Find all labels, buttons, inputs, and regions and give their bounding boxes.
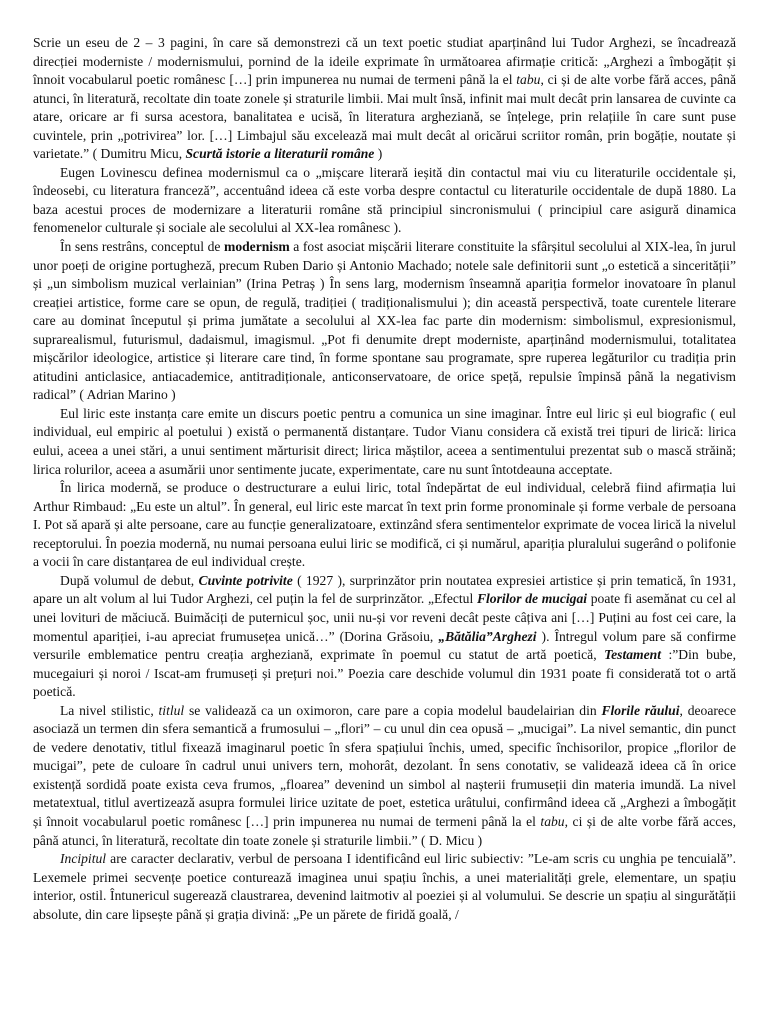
text-run: :”Din bube, mucegaiuri și noroi / Iscat-am frumuseți și prețuri noi.” Poezia care deschide volumul din 1931 poate fi considerată tot o artă poetică.: [33, 647, 736, 700]
emphasized-text: Testament: [604, 647, 661, 663]
text-run: Eul liric este instanța care emite un discurs poetic pentru a comunica un sine imaginar. Între eul liric și eul biografic ( eul individual, eul empiric al poetului ) există o permanentă distanțare. Tudor Vianu considera că există trei tipuri de lirică: lirica eului, aceea a unei stări, a unui sentiment mărturisit direct; lirica măștilor, aceea a sentimentului prezentat sub o mască străină; lirica rolurilor, aceea a asumării unor sentimente jucate, experimentate, care nu sunt întotdeauna acceptate.: [33, 405, 736, 477]
emphasized-text: tabu: [540, 813, 565, 829]
paragraph: [33, 702, 736, 850]
emphasized-text: modernism: [224, 239, 290, 255]
emphasized-text: Cuvinte potrivite: [198, 572, 293, 588]
emphasized-text: Scurtă istorie a literaturii române: [185, 146, 375, 162]
emphasized-text: Florilor de mucigai: [476, 591, 588, 607]
paragraph: [33, 850, 736, 924]
text-run: a fost asociat mișcării literare constituite la sfârșitul secolului al XIX-lea, în jurul unor poeți de origine portugheză, precum Ruben Dario și Antonio Machado; notele sale definitorii sunt „o estetică a sincerității” și „un simbolism muzical verlainian” (Irina Petraș ) În sens larg, modernism înseamnă apariția formelor inovatoare în planul creației artistice, forme care se opun, de regulă, tradiției ( tradiționalismului ); din această perspectivă, toate curentele literare care au dominat începutul și prima jumătate a secolului al XX-lea fac parte din modernism: simbolismul, expresionismul, suprarealismul, futurismul, dadaismul, imagismul. „Pot fi denumite drept moderniste, aparținând modernismului, totalitatea mișcărilor ideologice, artistice și literare care tind, în forme spontane sau programate, spre ruperea legăturilor cu tradiția prin atitudini anticlasice, antiacademice, antitradiționale, anticonservatoare, de orice speță, repulsie împinsă până la negativism radical” ( Adrian Marino ): [33, 239, 737, 403]
emphasized-text: Incipitul: [60, 851, 107, 867]
paragraph: [33, 572, 736, 702]
paragraph: [33, 164, 736, 238]
paragraph: [33, 405, 736, 479]
text-run: ). Întregul volum pare să confirme versurile emblematice pentru creația argheziană, exprimate în poemul cu statut de artă poetică,: [33, 628, 736, 663]
text-run: La nivel stilistic,: [60, 702, 159, 718]
emphasized-text: „Bătălia”Arghezi: [438, 628, 537, 644]
text-run: se validează ca un oximoron, care pare a copia modelul baudelairian din: [184, 702, 602, 718]
emphasized-text: Florile răului: [601, 702, 680, 718]
text-run: După volumul de debut,: [60, 572, 199, 588]
emphasized-text: tabu: [516, 72, 541, 88]
text-run: , deoarece asociază un termen din sfera semantică a frumosului – „flori” – cu unul din cea opusă – „mucigai”. La nivel semantic, din punct de vedere denotativ, titlul fixează imaginarul poetic în sfera spațiului închis, umed, specific închisorilor, propice „florilor de mucigai”, pete de culoare în cadrul unui univers tern, mohorât, dezolant. În sens conotativ, se validează ideea că în orice existență sordidă poate exista ceva frumos, „floarea” devenind un simbol al nașterii frumuseții din materia imundă. La nivel metatextual, titlul avertizează asupra formulei lirice uzitate de poet, estetica urâtului, confirmând ideea că „Arghezi a îmbogățit și înnoit vocabularul poetic românesc […] prin impunerea nu numai de termeni până la el: [33, 702, 736, 829]
text-run: ( 1927 ), surprinzător prin noutatea expresiei artistice și prin tematică, în 1931, apare un alt volum al lui Tudor Arghezi, cel puțin la fel de surprinzător. „Efectul: [33, 572, 736, 607]
text-run: , ci și de alte vorbe fără acces, până atunci, în literatură, recoltate din toate zonele și straturile limbii. Mai mult însă, infinit mai mult decât prin lansarea de cuvinte ca atare, oricare ar fi sursa acestora, banalitatea e ucisă, în literatura argheziană, se înțelege, prin relațiile în care sunt puse cuvintele, prin „potrivirea” lor. […] Limbajul său excelează mai mult decât al oricărui scriitor român, prin bogăție, noutate și varietate.” ( Dumitru Micu,: [33, 72, 736, 162]
paragraph: [33, 479, 736, 572]
text-run: are caracter declarativ, verbul de persoana I identificând eul liric subiectiv: ”Le-am scris cu unghia pe tencuială”. Lexemele primei secvențe poetice conturează imaginea unui spațiu închis, a unei materialități grele, elementare, un spațiu interior, ostil. Întunericul sugerează claustrarea, devenind laitmotiv al poeziei și al volumului. Se descrie un spațiu al singurătății absolute, din care lipsește până și grația divină: „Pe un părete de firidă goală, /: [33, 851, 736, 922]
emphasized-text: titlul: [158, 702, 185, 718]
text-run: ): [374, 146, 383, 162]
text-run: În lirica modernă, se produce o destructurare a eului liric, total îndepărtat de eul individual, celebră fiind afirmația lui Arthur Rimbaud: „Eu este un altul”. În general, eul liric este marcat în text prin forme pronominale și forme verbale de persoana I. Pot să apară și alte persoane, care au funcție generalizatoare, extinzând sfera sentimentelor exprimate de vocea lirică la nivelul receptorului. În poezia modernă, nu numai persoana eului liric se modifică, ci și numărul, apariția pluralului sugerând o polifonie a vocii în care distanțarea de eul individual crește.: [33, 480, 736, 570]
paragraph: [33, 34, 736, 164]
text-run: poate fi asemănat cu cel al unei lovituri de măciucă. Buimăciți de puternicul șoc, unii nu-și vor reveni decât peste câțiva ani […] Puțini au fost cei care, la momentul apariției, i-au apreciat frumusețea unică…” (Dorina Grăsoiu,: [33, 591, 736, 644]
text-run: În sens restrâns, conceptul de: [60, 239, 224, 255]
text-run: Scrie un eseu de 2 – 3 pagini, în care să demonstrezi că un text poetic studiat aparținând lui Tudor Arghezi, se încadrează direcției moderniste / modernismului, pornind de la ideile exprimate în următoarea afirmație critică: „Arghezi a îmbogățit și înnoit vocabularul poetic românesc […] prin impunerea nu numai de termeni până la el: [33, 35, 736, 88]
paragraph: [33, 238, 736, 405]
text-run: Eugen Lovinescu definea modernismul ca o „mișcare literară ieșită din contactul mai viu cu literaturile occidentale și, îndeosebi, cu literatura franceză”, accentuând ideea că este vorba despre contactul cu literaturile occidentale de după 1880. La baza acestui proces de modernizare a literaturii române stă principiul sincronismului ( principiul care asigură dinamica fenomenelor culturale și sociale ale secolului al XX-lea românesc ).: [33, 164, 736, 236]
text-run: , ci și de alte vorbe fără acces, până atunci, în literatură, recoltate din toate zonele și straturile limbii.” ( D. Micu ): [33, 813, 736, 848]
